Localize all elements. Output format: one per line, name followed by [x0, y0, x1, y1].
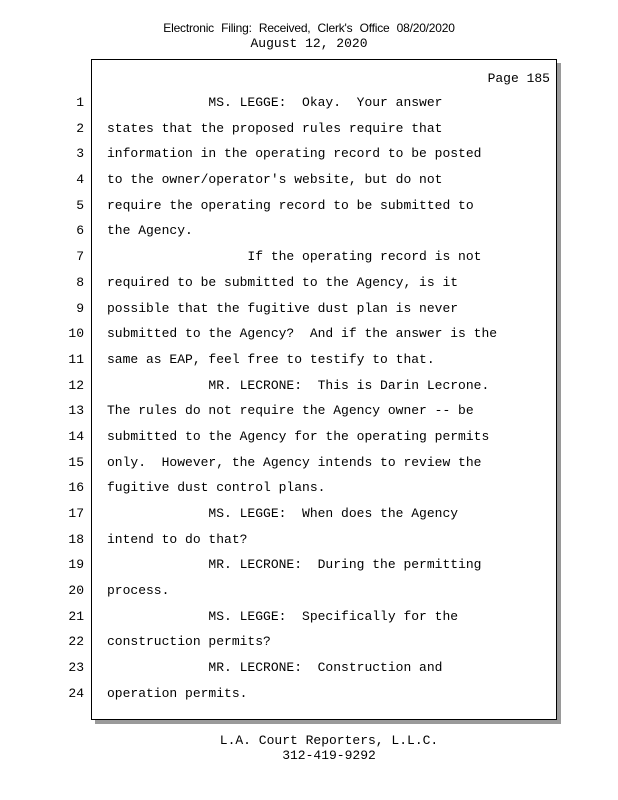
line-text: the Agency.	[107, 223, 193, 239]
line-text: construction permits?	[107, 634, 271, 650]
line-text: fugitive dust control plans.	[107, 480, 326, 496]
transcript-line	[0, 347, 560, 373]
footer	[0, 733, 618, 763]
transcript-line	[0, 398, 560, 424]
transcript-line	[0, 475, 560, 501]
transcript-line	[0, 501, 560, 527]
line-text: possible that the fugitive dust plan is never	[107, 300, 459, 316]
line-text: intend to do that?	[107, 531, 248, 547]
line-text: MS. LEGGE: When does the Agency	[107, 506, 459, 521]
transcript-line	[0, 193, 560, 219]
line-number: 9	[76, 300, 84, 316]
line-text: MR. LECRONE: During the permitting	[107, 557, 482, 573]
line-text: MR. LECRONE: This is Darin Lecrone.	[107, 377, 490, 393]
line-number: 10	[68, 326, 84, 342]
transcript-line	[0, 270, 560, 296]
transcript-line	[0, 167, 560, 193]
transcript-line	[0, 655, 560, 681]
line-text: process.	[107, 583, 170, 599]
line-number: 6	[76, 223, 84, 239]
transcript-line	[0, 244, 560, 270]
transcript-line	[0, 578, 560, 604]
line-text: information in the operating record to be posted	[107, 146, 482, 162]
line-text: require the operating record to be submitted to	[107, 197, 474, 213]
transcript-line	[0, 141, 560, 167]
line-text: submitted to the Agency for the operating permits	[107, 428, 490, 444]
line-text: states that the proposed rules require that	[107, 120, 443, 136]
transcript-line	[0, 527, 560, 553]
transcript-line	[0, 552, 560, 578]
line-number: 23	[68, 660, 84, 676]
transcript-line	[0, 218, 560, 244]
line-number: 13	[68, 403, 84, 419]
transcript-line	[0, 116, 560, 142]
filing-header	[0, 20, 618, 52]
transcript-line	[0, 629, 560, 655]
line-number: 22	[68, 634, 84, 650]
line-number: 18	[68, 531, 84, 547]
transcript-line	[0, 424, 560, 450]
line-text: only. However, the Agency intends to review the	[107, 454, 482, 470]
transcript-line	[0, 296, 560, 322]
line-text: MR. LECRONE: Construction and	[107, 660, 443, 676]
line-text: operation permits.	[107, 685, 248, 701]
transcript-line	[0, 604, 560, 630]
transcript-line	[0, 373, 560, 399]
line-number: 4	[76, 172, 84, 188]
line-number: 7	[76, 249, 84, 265]
line-text: The rules do not require the Agency owner -- be	[107, 403, 474, 419]
line-text: same as EAP, feel free to testify to that.	[107, 351, 435, 367]
line-text: MS. LEGGE: Specifically for the	[107, 608, 459, 624]
transcript-line	[0, 90, 560, 116]
line-number: 15	[68, 454, 84, 470]
line-text: required to be submitted to the Agency, is it	[107, 274, 459, 290]
line-text: submitted to the Agency? And if the answer is the	[107, 326, 498, 342]
reporter-phone: 312-419-9292	[282, 748, 376, 763]
line-number: 19	[68, 557, 84, 573]
line-number: 24	[68, 685, 84, 701]
line-number: 8	[76, 274, 84, 290]
filing-stamp: Electronic Filing: Received, Clerk's Office 08/20/2020	[163, 21, 455, 35]
line-number: 16	[68, 480, 84, 496]
line-text: If the operating record is not	[107, 249, 482, 265]
line-text: to the owner/operator's website, but do not	[107, 172, 443, 188]
transcript-line	[0, 321, 560, 347]
page-number: Page 185	[487, 71, 550, 86]
line-number: 17	[68, 506, 84, 521]
line-number: 14	[68, 428, 84, 444]
line-number: 20	[68, 583, 84, 599]
line-number: 12	[68, 377, 84, 393]
line-number: 5	[76, 197, 84, 213]
transcript-line	[0, 681, 560, 707]
transcript-lines	[0, 90, 560, 707]
reporter-name: L.A. Court Reporters, L.L.C.	[219, 733, 439, 748]
line-text: MS. LEGGE: Okay. Your answer	[107, 95, 443, 110]
transcript-line	[0, 450, 560, 476]
line-number: 21	[68, 608, 84, 624]
line-number: 3	[76, 146, 84, 162]
line-number: 11	[68, 351, 84, 367]
line-number: 2	[76, 120, 84, 136]
hearing-date: August 12, 2020	[250, 36, 368, 51]
line-number: 1	[76, 95, 84, 110]
